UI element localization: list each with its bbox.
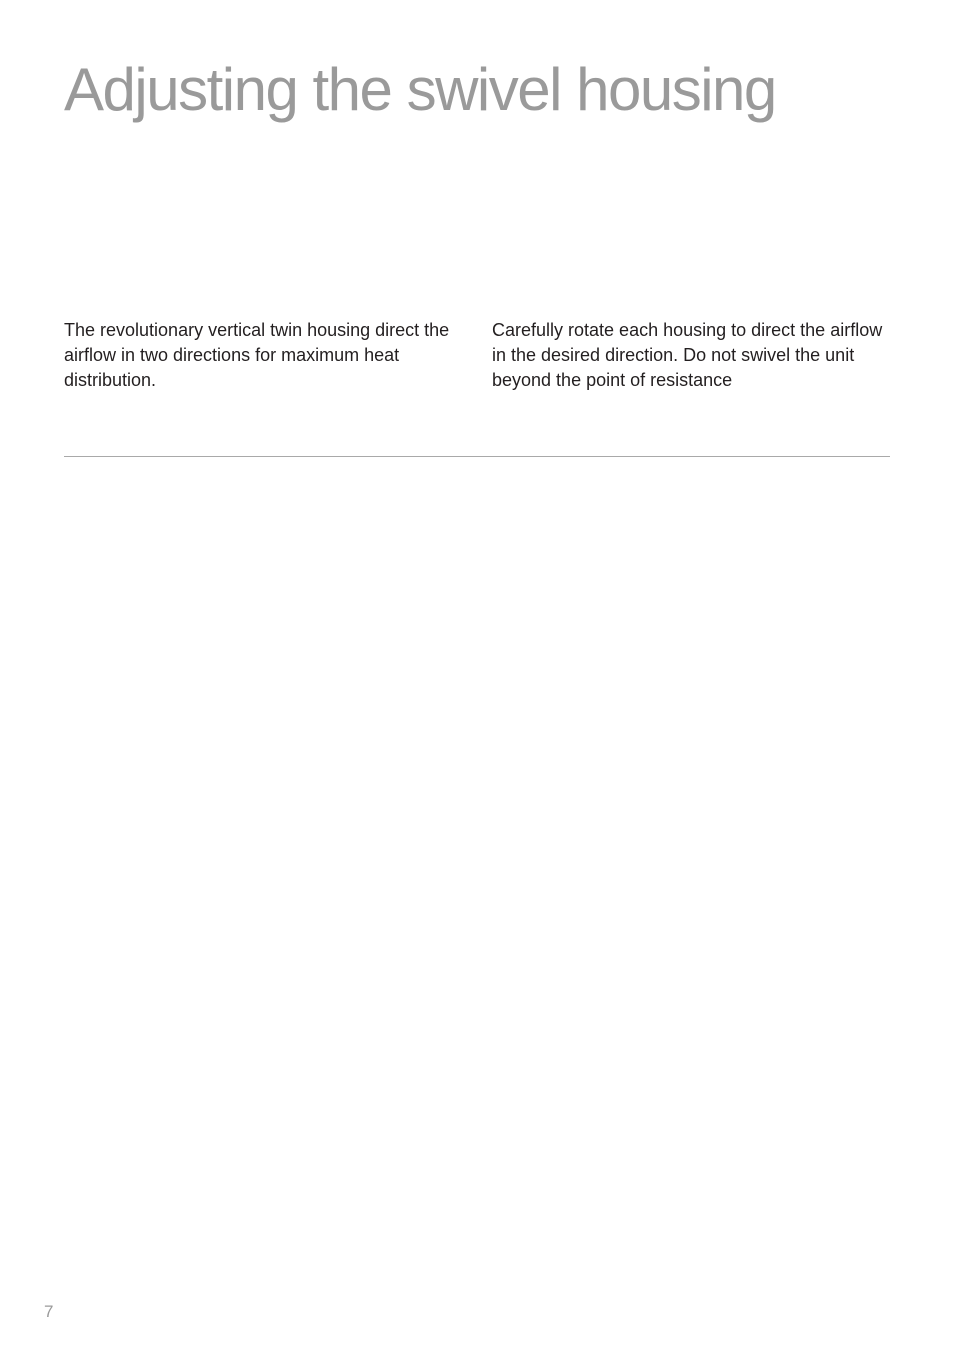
page-number: 7 [44,1302,54,1321]
page-title: Adjusting the swivel housing [64,56,776,123]
section-divider [64,456,890,457]
instruction-paragraph: Carefully rotate each housing to direct the airflow in the desired direction. Do not swivel the unit beyond the point of resistance [492,320,883,390]
intro-paragraph: The revolutionary vertical twin housing direct the airflow in two directions for maximum heat distribution. [64,320,450,390]
